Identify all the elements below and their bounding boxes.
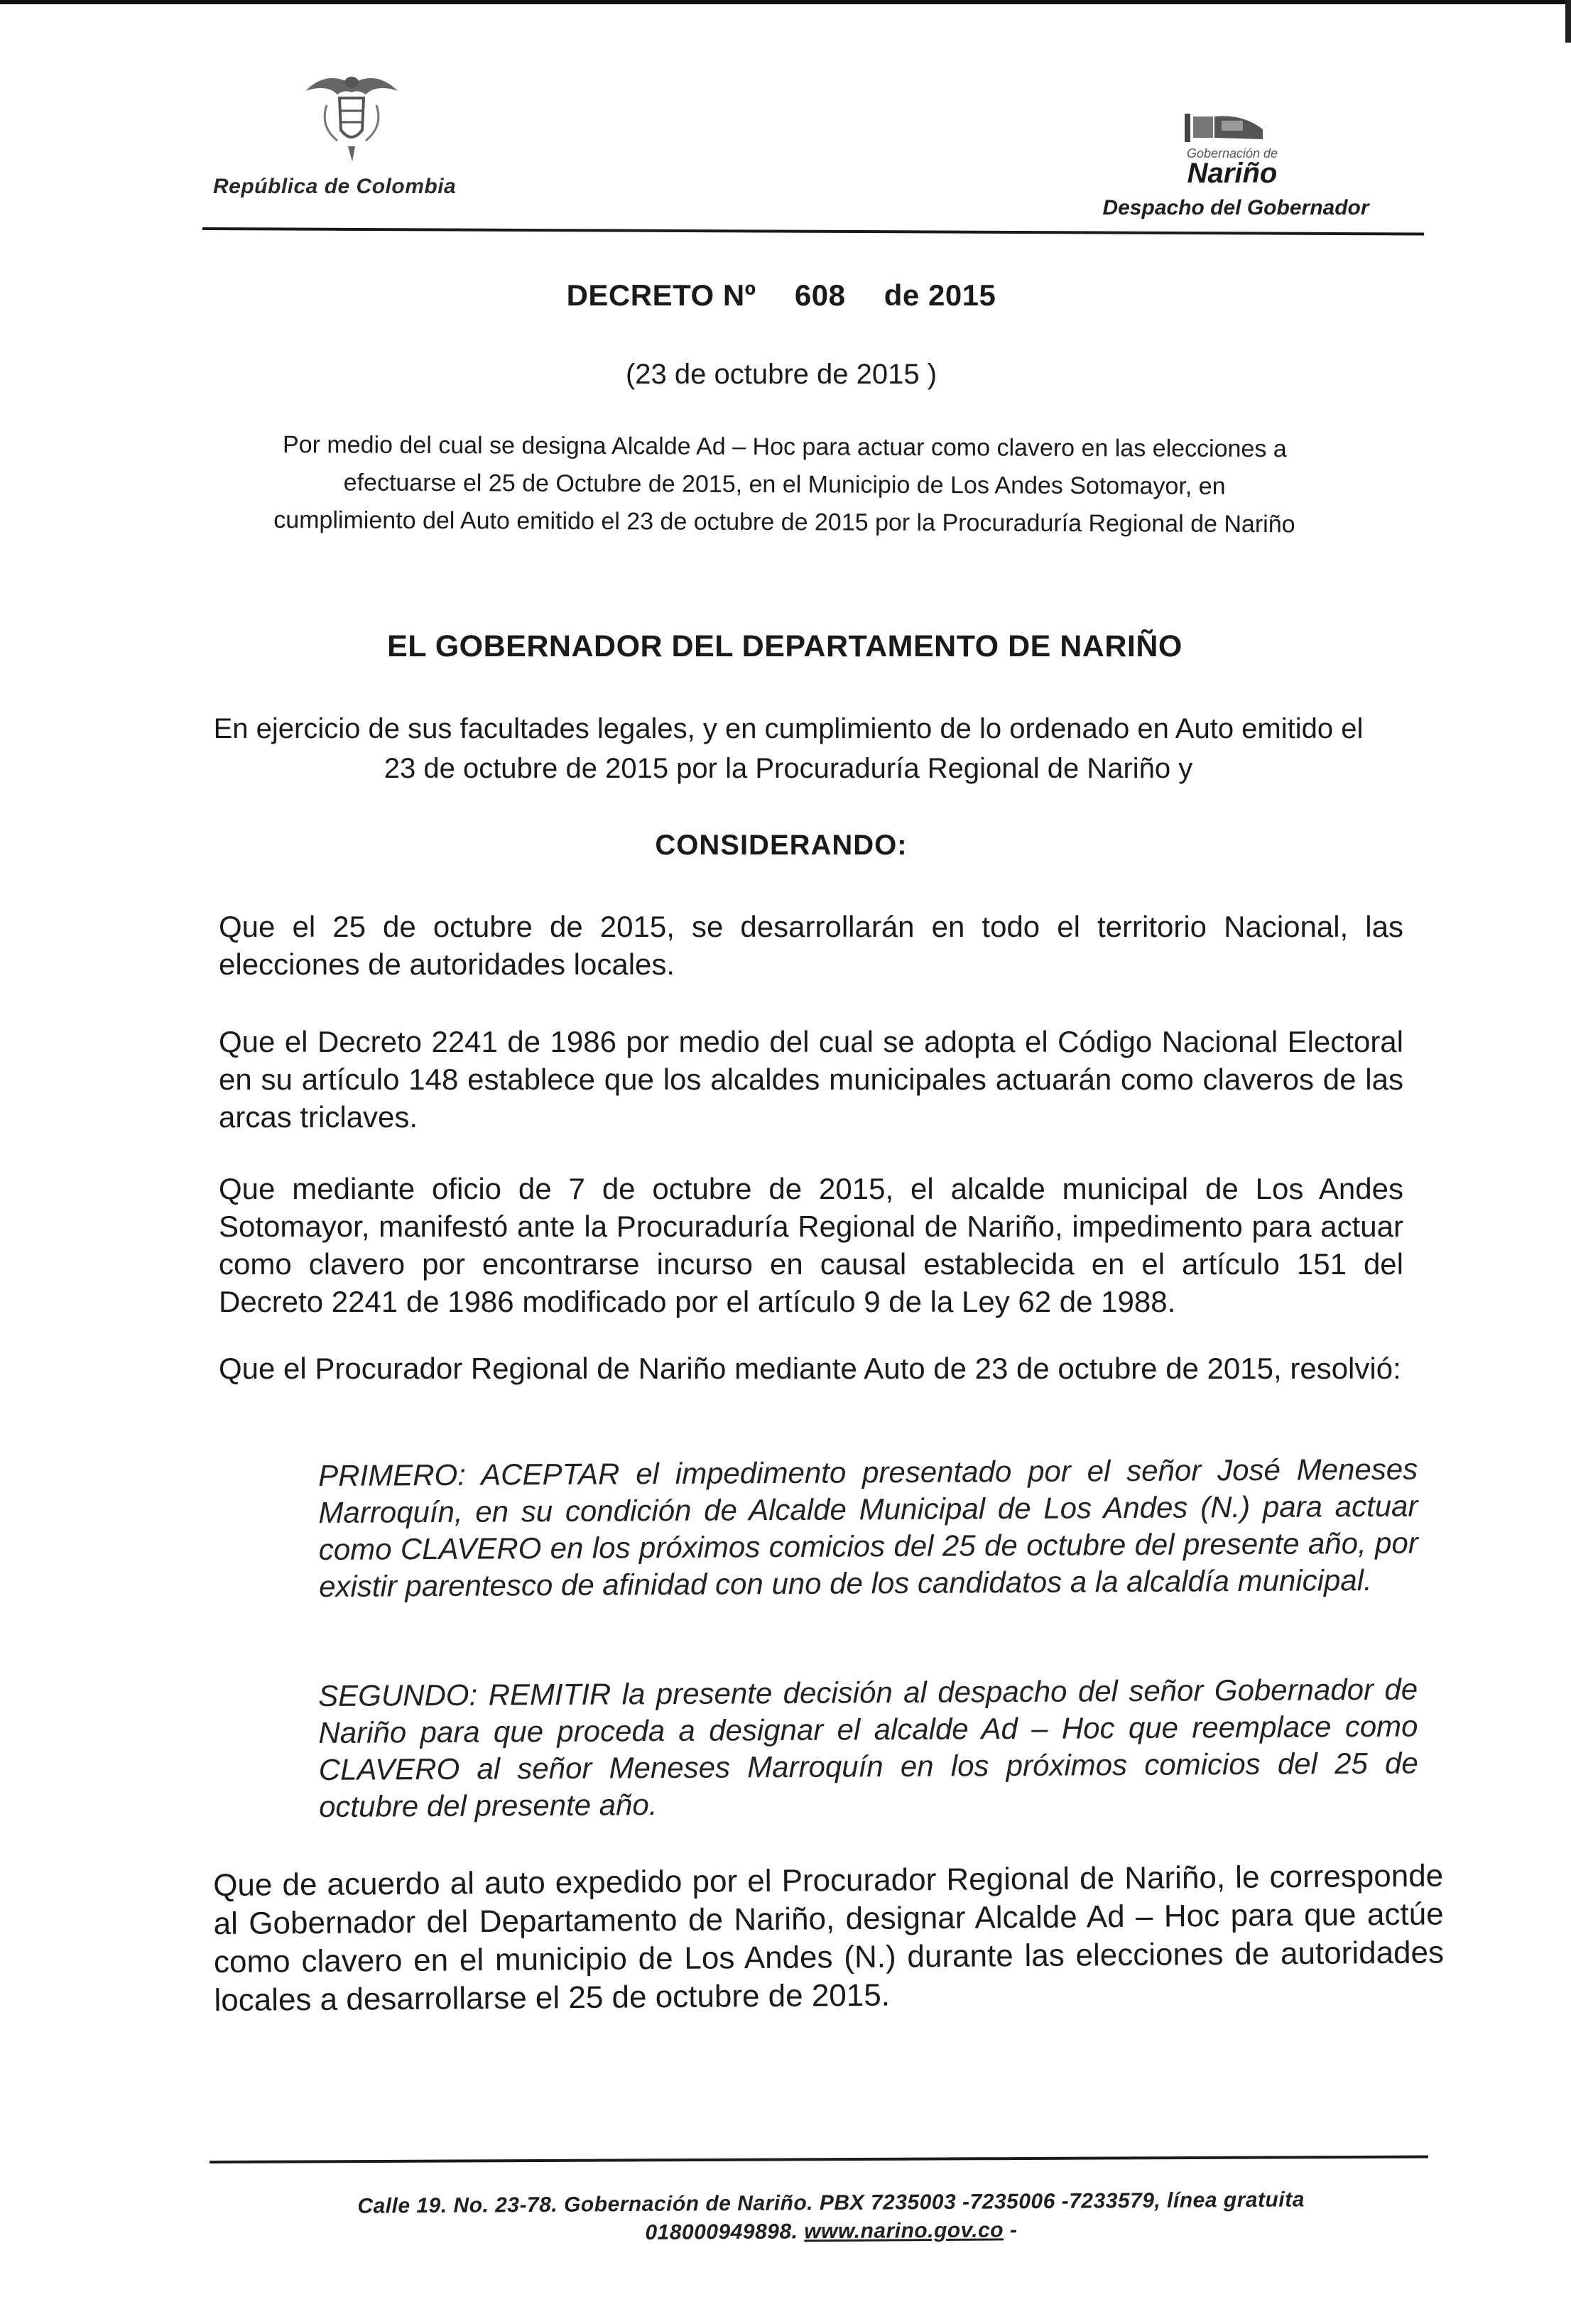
scan-top-edge	[0, 0, 1571, 4]
header-right-caption: Despacho del Gobernador	[1102, 196, 1369, 219]
considerando-paragraph-4: Que el Procurador Regional de Nariño mediante Auto de 23 de octubre de 2015, resolvió:	[219, 1352, 1401, 1385]
footer-trailing: -	[1009, 2218, 1018, 2242]
decree-number: 608	[794, 278, 846, 312]
coat-of-arms-icon	[298, 63, 405, 169]
narino-logo-icon	[1179, 107, 1278, 149]
header-right-small: Gobernación de	[1186, 146, 1278, 161]
decree-date: (23 de octubre de 2015 )	[625, 359, 937, 390]
decree-title-prefix: DECRETO Nº	[566, 278, 756, 312]
scan-right-edge	[1565, 0, 1571, 43]
footer-address	[227, 2185, 1435, 2250]
governor-heading: EL GOBERNADOR DEL DEPARTAMENTO DE NARIÑO	[387, 629, 1183, 663]
considerando-paragraph-5: Que de acuerdo al auto expedido por el Procurador Regional de Nariño, le corresponde al Gobernador del Departamento de Nariño, designar Alcalde Ad – Hoc para que actúe como clavero en el municipio de Los Andes (N.) durante las elecciones de autoridades locales a desarrollarse el 25 de octubre de 2015.	[213, 1858, 1445, 2018]
footer-line-1: Calle 19. No. 23-78. Gobernación de Nariño. PBX 7235003 -7235006 -7233579, línea gratuita	[357, 2188, 1305, 2218]
decree-title	[284, 278, 1278, 313]
decree-preamble: Por medio del cual se designa Alcalde Ad – Hoc para actuar como clavero en las elecciones a efectuarse el 25 de Octubre de 2015, en el Municipio de Los Andes Sotomayor, en cumplimiento del Auto emitido el 23 de octubre de 2015 por la Procuraduría Regional de Nariño	[273, 431, 1295, 538]
considerando-paragraph-1: Que el 25 de octubre de 2015, se desarrollarán en todo el territorio Nacional, las elecciones de autoridades locales.	[219, 910, 1403, 981]
header-right-name: Nariño	[1187, 158, 1278, 189]
header-divider	[202, 227, 1424, 236]
exercise-clause: En ejercicio de sus facultades legales, y en cumplimiento de lo ordenado en Auto emitido el 23 de octubre de 2015 por la Procuraduría Regional de Nariño y	[213, 713, 1364, 784]
decree-year: de 2015	[884, 278, 996, 312]
footer-divider	[210, 2156, 1428, 2163]
considerando-heading: CONSIDERANDO:	[655, 830, 908, 861]
footer-phone: 018000949898.	[645, 2220, 798, 2244]
header-left-caption: República de Colombia	[213, 175, 457, 198]
considerando-paragraph-3: Que mediante oficio de 7 de octubre de 2015, el alcalde municipal de Los Andes Sotomayor, manifestó ante la Procuraduría Regional de Nariño, impedimento para actuar como clavero por encontrarse incurso en causal establecida en el artículo 151 del Decreto 2241 de 1986 modificado por el artículo 9 de la Ley 62 de 1988.	[219, 1172, 1403, 1318]
resolution-primero: PRIMERO: ACEPTAR el impedimento presentado por el señor José Meneses Marroquín, en su condición de Alcalde Municipal de Los Andes (N.) para actuar como CLAVERO en los próximos comicios del 25 de octubre del presente año, por existir parentesco de afinidad con uno de los candidatos a la alcaldía municipal.	[318, 1452, 1418, 1603]
considerando-paragraph-2: Que el Decreto 2241 de 1986 por medio del cual se adopta el Código Nacional Electoral en su artículo 148 establece que los alcaldes municipales actuarán como claveros de las arcas triclaves.	[219, 1025, 1403, 1134]
footer-website-link[interactable]: www.narino.gov.co	[804, 2218, 1004, 2244]
resolution-segundo: SEGUNDO: REMITIR la presente decisión al despacho del señor Gobernador de Nariño para que proceda a designar el alcalde Ad – Hoc que reemplace como CLAVERO al señor Meneses Marroquín en los próximos comicios del 25 de octubre del presente año.	[318, 1672, 1418, 1823]
